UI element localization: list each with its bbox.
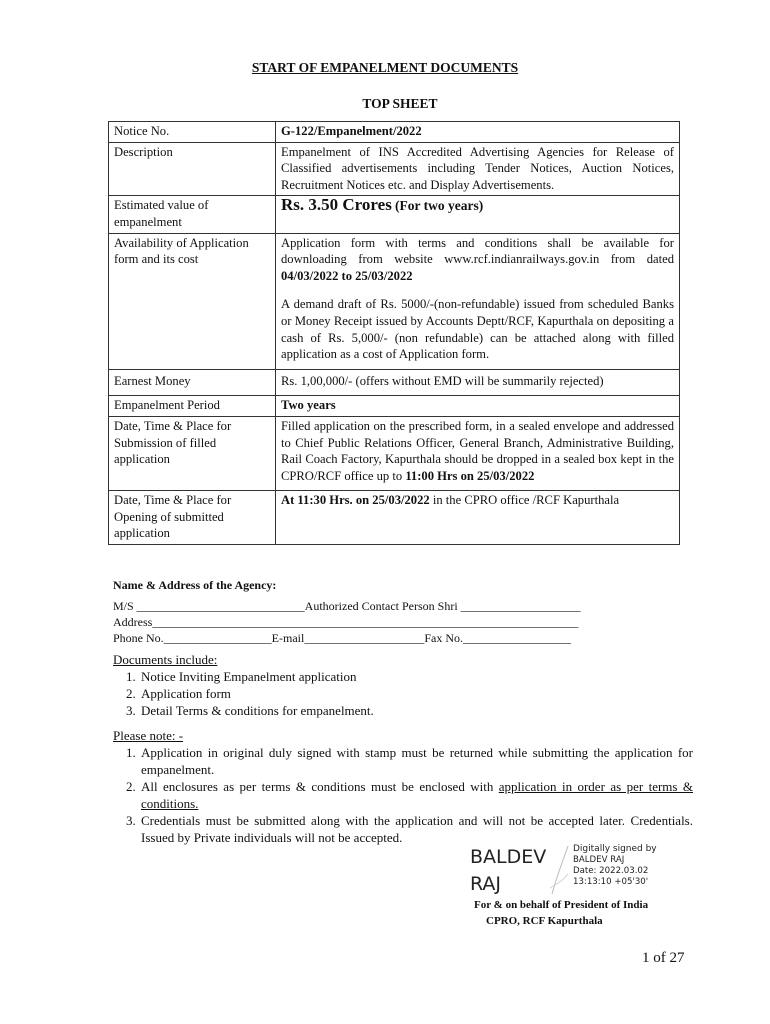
submission-text: Filled application on the prescribed form, in a sealed envelope and addressed to Chief Public Relations Officer, General Branch, Administrative Building, Rail Coach Factory, Kapurthala should be dropped in a sealed box kept in the CPRO/RCF office up to bbox=[281, 418, 674, 483]
note-text: All enclosures as per terms & conditions must be enclosed with bbox=[141, 779, 499, 794]
table-row bbox=[109, 491, 680, 545]
top-sheet-heading: TOP SHEET bbox=[362, 96, 438, 111]
agency-heading: Name & Address of the Agency: bbox=[113, 578, 277, 592]
submission-label: Date, Time & Place for Submission of filled application bbox=[109, 416, 276, 490]
signature-detail-line: BALDEV RAJ bbox=[573, 855, 625, 865]
digital-signature bbox=[470, 842, 690, 900]
table-row bbox=[109, 233, 680, 369]
signer-name-line1: BALDEV bbox=[470, 846, 547, 868]
page-number: 1 of 27 bbox=[642, 950, 685, 966]
designation-line: CPRO, RCF Kapurthala bbox=[486, 915, 603, 927]
period-value: Two years bbox=[276, 396, 680, 417]
notes-heading: Please note: - bbox=[113, 728, 184, 743]
signature-details bbox=[573, 844, 657, 888]
list-item: 3. Credentials must be submitted along with the application and will not be accepted later. Credentials. Issued by Private individuals will not be accepted. bbox=[139, 812, 693, 846]
opening-place: in the CPRO office /RCF Kapurthala bbox=[429, 493, 620, 508]
description-label: Description bbox=[109, 142, 276, 196]
table-row bbox=[109, 122, 680, 143]
availability-dates: 04/03/2022 to 25/03/2022 bbox=[281, 268, 413, 283]
signature-mark-icon bbox=[546, 844, 574, 898]
note-underlined-text: application in order as per terms & conditions. bbox=[141, 779, 693, 811]
signature-detail-line: Digitally signed by bbox=[573, 844, 657, 854]
document-title: START OF EMPANELMENT DOCUMENTS bbox=[251, 60, 519, 75]
availability-text: Application form with terms and conditions shall be available for downloading from website www.rcf.indianrailways.gov.in from dated bbox=[281, 235, 674, 267]
opening-label: Date, Time & Place for Opening of submitted application bbox=[109, 491, 276, 545]
notice-value: G-122/Empanelment/2022 bbox=[276, 122, 680, 143]
documents-list bbox=[113, 668, 693, 719]
table-row bbox=[109, 196, 680, 233]
agency-details bbox=[113, 577, 683, 646]
submission-deadline: 11:00 Hrs on 25/03/2022 bbox=[405, 468, 535, 483]
top-sheet-table bbox=[108, 121, 680, 545]
opening-time: At 11:30 Hrs. on 25/03/2022 bbox=[281, 493, 430, 508]
agency-contact-line: Phone No.__________________E-mail____________________Fax No.__________________ bbox=[113, 631, 571, 645]
emd-value: Rs. 1,00,000/- (offers without EMD will be summarily rejected) bbox=[276, 369, 680, 396]
signer-name-line2: RAJ bbox=[470, 873, 502, 895]
list-item: 2. Application form bbox=[139, 685, 693, 702]
table-row bbox=[109, 416, 680, 490]
notes-section bbox=[113, 727, 693, 846]
opening-cell bbox=[276, 491, 680, 545]
table-row bbox=[109, 396, 680, 417]
availability-cost: A demand draft of Rs. 5000/-(non-refundable) issued from scheduled Banks or Money Receipt issued by Accounts Deptt/RCF, Kapurthala on depositing a cash of Rs. 5,000/- (non refundable) can be attached along with filled application as a cost of Application form. bbox=[281, 297, 674, 362]
signature-detail-line: 13:13:10 +05'30' bbox=[573, 877, 649, 887]
list-item: 1. Application in original duly signed with stamp must be returned while submitting the application for empanelment. bbox=[139, 744, 693, 778]
table-row bbox=[109, 369, 680, 396]
notice-label: Notice No. bbox=[109, 122, 276, 143]
agency-ms-line: M/S ____________________________Authorized Contact Person Shri ____________________ bbox=[113, 599, 581, 613]
signature-detail-line: Date: 2022.03.02 bbox=[573, 866, 649, 876]
table-row bbox=[109, 142, 680, 196]
submission-cell bbox=[276, 416, 680, 490]
signer-name bbox=[470, 844, 546, 898]
availability-label: Availability of Application form and its cost bbox=[109, 233, 276, 369]
availability-cell bbox=[276, 233, 680, 369]
list-item: 3. Detail Terms & conditions for empanelment. bbox=[139, 702, 693, 719]
list-item: 1. Notice Inviting Empanelment application bbox=[139, 668, 693, 685]
documents-heading: Documents include: bbox=[113, 652, 218, 667]
on-behalf-line: For & on behalf of President of India bbox=[474, 899, 649, 911]
estimate-cell bbox=[276, 196, 680, 233]
emd-label: Earnest Money bbox=[109, 369, 276, 396]
estimate-note: (For two years) bbox=[394, 198, 484, 214]
estimate-value: Rs. 3.50 Crores bbox=[281, 195, 392, 215]
period-label: Empanelment Period bbox=[109, 396, 276, 417]
agency-address-line: Address_______________________________________________________________________ bbox=[113, 615, 579, 629]
estimate-label: Estimated value of empanelment bbox=[109, 196, 276, 233]
list-item bbox=[139, 778, 693, 812]
notes-list bbox=[113, 744, 693, 846]
description-value: Empanelment of INS Accredited Advertising Agencies for Release of Classified advertisements including Tender Notices, Auction Notices, Recruitment Notices etc. and Display Advertisements. bbox=[276, 142, 680, 196]
documents-section bbox=[113, 651, 693, 719]
